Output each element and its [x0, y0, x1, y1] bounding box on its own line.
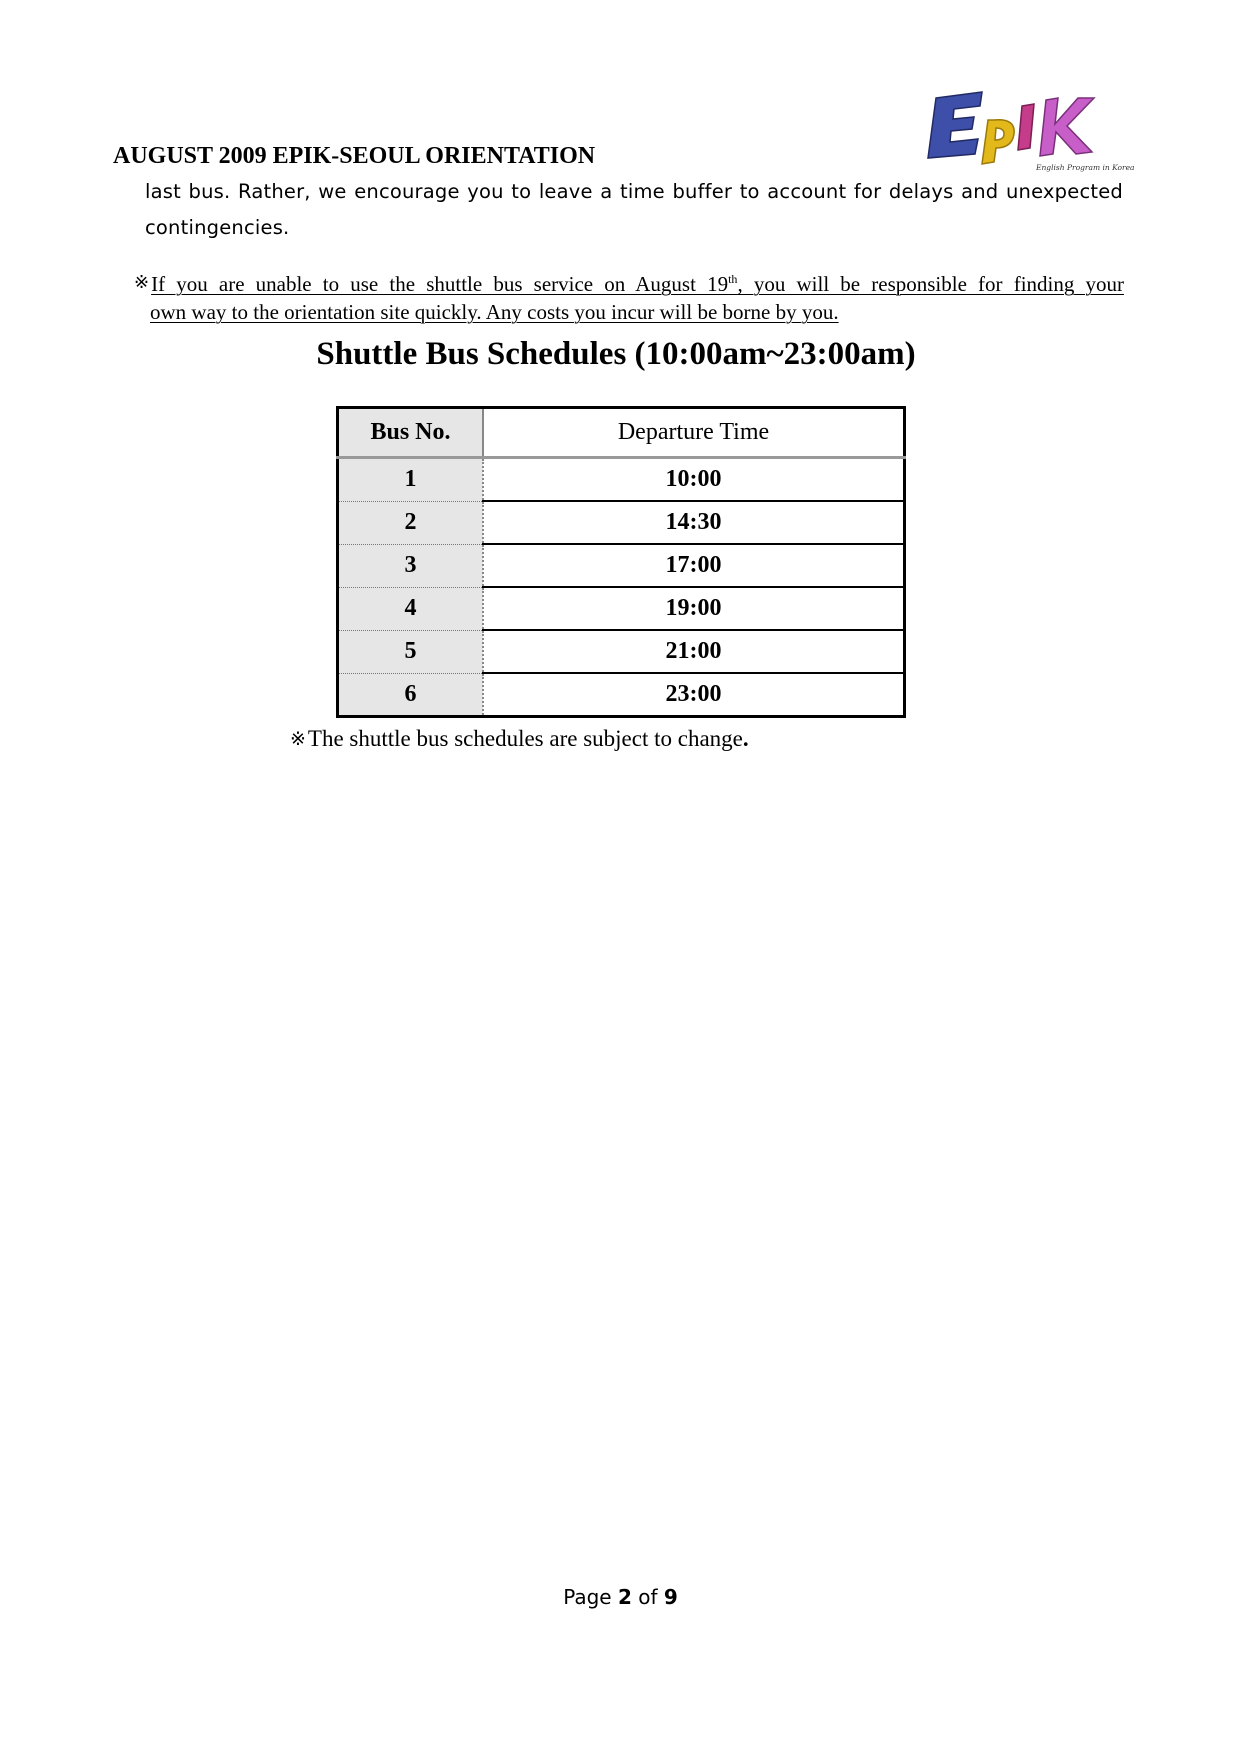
logo-tagline: English Program in Korea — [1036, 163, 1135, 172]
total-pages: 9 — [663, 1585, 678, 1609]
table-header-row — [338, 408, 905, 458]
departure-time-cell: 21:00 — [483, 630, 905, 673]
table-row — [338, 630, 905, 673]
bus-number-cell: 2 — [338, 501, 484, 544]
bus-number-cell: 1 — [338, 458, 484, 502]
reference-mark-icon: ※ — [134, 272, 150, 293]
page-number: Page 2 of 9 — [563, 1585, 678, 1609]
table-row — [338, 501, 905, 544]
notice-line-2: own way to the orientation site quickly. Any costs you incur will be borne by you. — [150, 300, 839, 324]
table-row — [338, 458, 905, 502]
departure-time-cell: 17:00 — [483, 544, 905, 587]
schedule-footnote: ※The shuttle bus schedules are subject to change. — [290, 726, 749, 751]
shuttle-schedule-table — [336, 406, 906, 718]
departure-time-cell: 23:00 — [483, 673, 905, 717]
ordinal-suffix: th — [728, 272, 738, 286]
bus-number-cell: 4 — [338, 587, 484, 630]
departure-time-cell: 19:00 — [483, 587, 905, 630]
shuttle-notice — [134, 270, 1124, 326]
table-row — [338, 544, 905, 587]
departure-time-cell: 14:30 — [483, 501, 905, 544]
bus-number-cell: 5 — [338, 630, 484, 673]
notice-line-1: If you are unable to use the shuttle bus service on August 19th, you will be responsible for finding your — [151, 272, 1124, 296]
bus-no-header: Bus No. — [338, 408, 484, 458]
bus-number-cell: 3 — [338, 544, 484, 587]
table-row — [338, 587, 905, 630]
body-paragraph: last bus. Rather, we encourage you to leave a time buffer to account for delays and unexpected contingencies. — [145, 180, 1123, 239]
departure-time-header: Departure Time — [483, 408, 905, 458]
departure-time-cell: 10:00 — [483, 458, 905, 502]
document-header-title: AUGUST 2009 EPIK-SEOUL ORIENTATION — [113, 143, 596, 169]
reference-mark-icon: ※ — [290, 728, 306, 750]
bus-number-cell: 6 — [338, 673, 484, 717]
table-row — [338, 673, 905, 717]
current-page: 2 — [617, 1585, 632, 1609]
schedule-title: Shuttle Bus Schedules (10:00am~23:00am) — [316, 336, 916, 372]
epik-logo — [922, 86, 1135, 172]
